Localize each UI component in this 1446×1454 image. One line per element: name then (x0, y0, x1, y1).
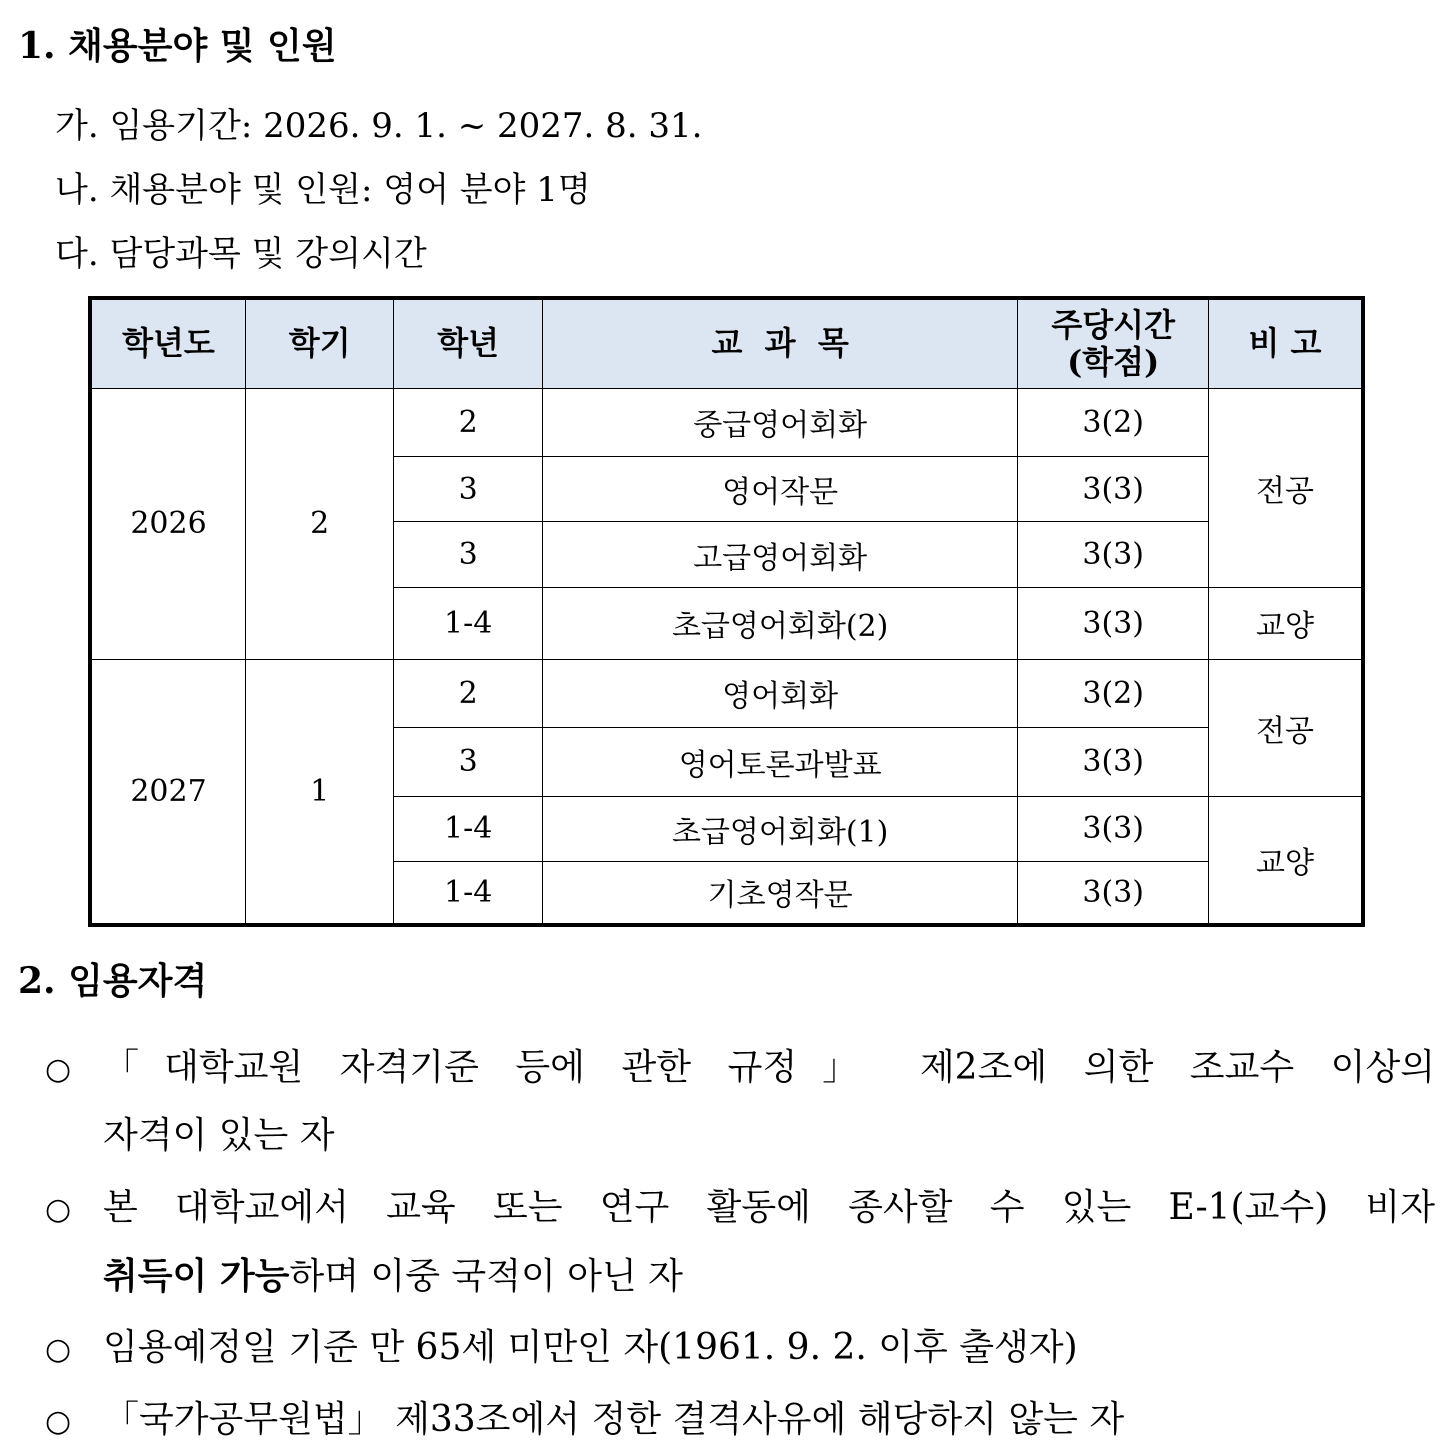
course-cell: 고급영어회화 (542, 522, 1017, 587)
grade-cell: 3 (394, 522, 542, 587)
table-row (90, 388, 1363, 457)
bullet-circle-icon: ○ (45, 1404, 72, 1439)
year-cell: 2027 (90, 659, 245, 925)
note-cell: 교양 (1208, 587, 1363, 659)
bullet-circle-icon: ○ (45, 1192, 72, 1227)
hours-cell: 3(3) (1018, 861, 1209, 925)
note-cell: 교양 (1208, 796, 1363, 925)
table-row (90, 659, 1363, 728)
qualification-rest: 하며 이중 국적이 아닌 자 (289, 1256, 683, 1297)
hours-cell: 3(3) (1018, 587, 1209, 659)
course-cell: 초급영어회화(1) (542, 796, 1017, 861)
grade-cell: 3 (394, 728, 542, 797)
grade-cell: 2 (394, 659, 542, 728)
bullet-circle-icon: ○ (45, 1332, 72, 1367)
qualification-item (45, 1034, 1435, 1170)
note-cell: 전공 (1208, 388, 1363, 587)
qualification-item (45, 1386, 1435, 1454)
course-cell: 영어회화 (542, 659, 1017, 728)
qualification-line (103, 1242, 1435, 1311)
semester-cell: 2 (245, 388, 393, 659)
hours-cell: 3(2) (1018, 388, 1209, 457)
header-note: 비 고 (1208, 298, 1363, 388)
qualification-line: 임용예정일 기준 만 65세 미만인 자(1961. 9. 2. 이후 출생자) (103, 1327, 1078, 1368)
course-cell: 기초영작문 (542, 861, 1017, 925)
course-cell: 초급영어회화(2) (542, 587, 1017, 659)
qualification-line: 「국가공무원법」 제33조에서 정한 결격사유에 해당하지 않는 자 (103, 1399, 1125, 1440)
header-weekly-hours: 주당시간 (학점) (1018, 298, 1209, 388)
grade-cell: 1-4 (394, 796, 542, 861)
bullet-circle-icon: ○ (45, 1052, 72, 1087)
course-table (88, 296, 1365, 927)
appointment-period: 가. 임용기간: 2026. 9. 1. ~ 2027. 8. 31. (55, 106, 703, 146)
qualification-line: 「대학교원 자격기준 등에 관한 규정」 제2조에 의한 조교수 이상의 (103, 1047, 1435, 1088)
year-cell: 2026 (90, 388, 245, 659)
header-academic-year: 학년도 (90, 298, 245, 388)
courses-and-hours-label: 다. 담당과목 및 강의시간 (55, 234, 427, 274)
qualification-line: 본 대학교에서 교육 또는 연구 활동에 종사할 수 있는 E-1(교수) 비자 (103, 1187, 1435, 1228)
qualification-item (45, 1174, 1435, 1311)
grade-cell: 1-4 (394, 861, 542, 925)
grade-cell: 1-4 (394, 587, 542, 659)
field-and-headcount: 나. 채용분야 및 인원: 영어 분야 1명 (55, 170, 591, 210)
semester-cell: 1 (245, 659, 393, 925)
grade-cell: 2 (394, 388, 542, 457)
table-header-row (90, 298, 1363, 388)
hours-cell: 3(3) (1018, 796, 1209, 861)
note-cell: 전공 (1208, 659, 1363, 796)
section2-heading: 2. 임용자격 (18, 960, 208, 1002)
header-grade: 학년 (394, 298, 542, 388)
hours-cell: 3(3) (1018, 522, 1209, 587)
course-cell: 중급영어회화 (542, 388, 1017, 457)
section1-heading: 1. 채용분야 및 인원 (18, 25, 337, 67)
header-semester: 학기 (245, 298, 393, 388)
qualification-line: 자격이 있는 자 (103, 1115, 335, 1156)
qualification-emphasis: 취득이 가능 (103, 1255, 290, 1297)
hours-cell: 3(3) (1018, 457, 1209, 522)
grade-cell: 3 (394, 457, 542, 522)
hours-cell: 3(3) (1018, 728, 1209, 797)
course-cell: 영어토론과발표 (542, 728, 1017, 797)
qualification-item (45, 1314, 1435, 1382)
header-course: 교 과 목 (542, 298, 1017, 388)
course-cell: 영어작문 (542, 457, 1017, 522)
hours-cell: 3(2) (1018, 659, 1209, 728)
